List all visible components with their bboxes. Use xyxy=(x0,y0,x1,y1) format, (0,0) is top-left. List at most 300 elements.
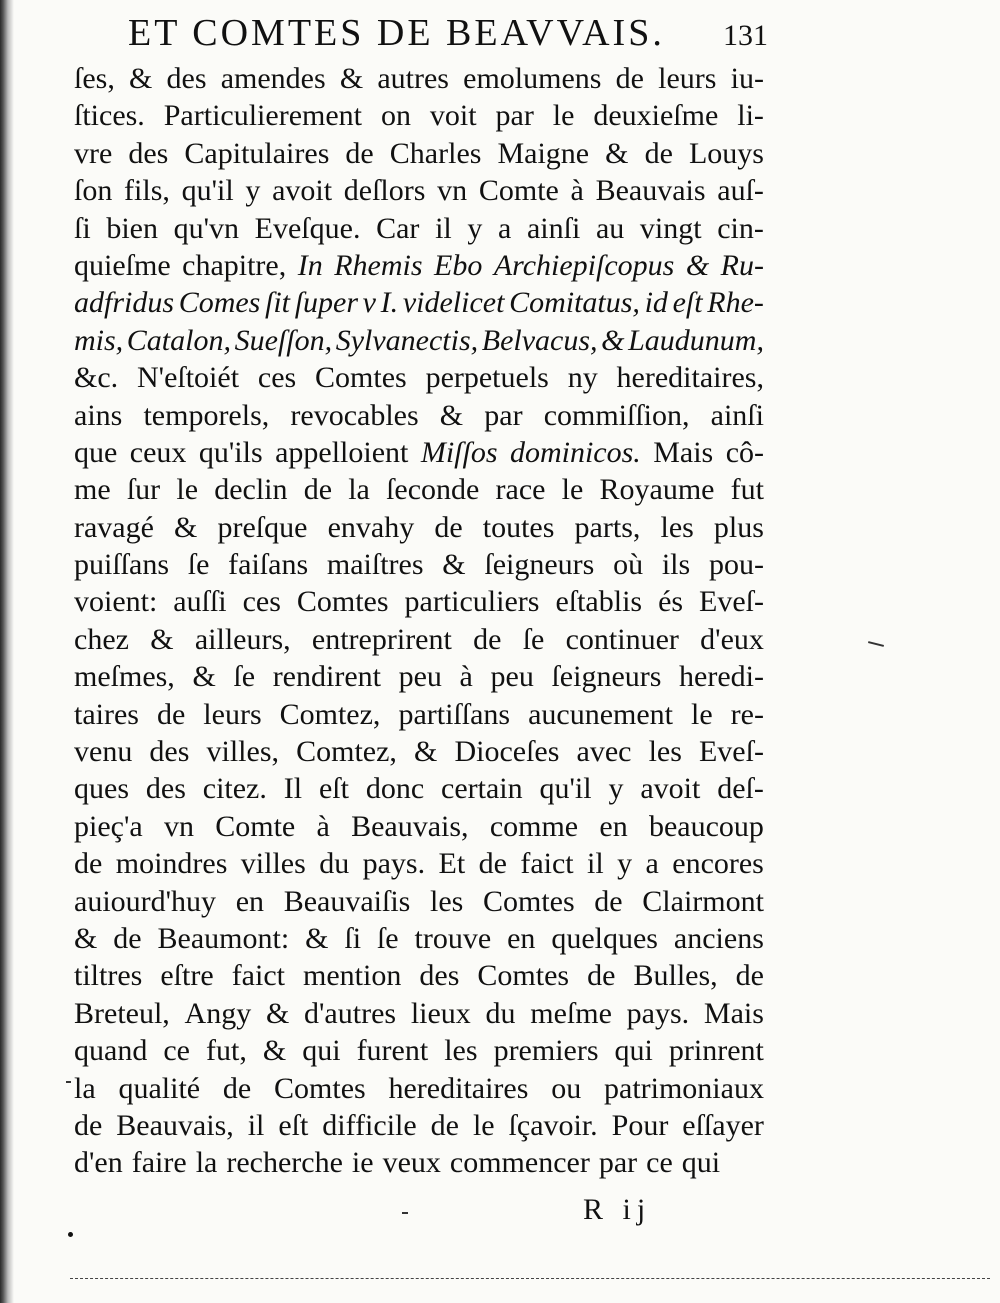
word: par xyxy=(495,99,534,133)
word: eſtre xyxy=(160,959,214,993)
word: Rhemis xyxy=(334,248,423,282)
text-line xyxy=(74,471,764,508)
word: de xyxy=(303,473,333,507)
text-line xyxy=(74,808,764,845)
word: en xyxy=(599,809,628,843)
word: Eveſ- xyxy=(698,735,764,769)
word: eſtablis xyxy=(555,585,643,619)
word: voient: xyxy=(74,585,158,619)
word: rendirent xyxy=(272,660,381,694)
word: de xyxy=(222,1071,252,1105)
word: & xyxy=(192,660,216,694)
word: & xyxy=(442,548,466,582)
word: avoit xyxy=(640,772,701,806)
word: faire xyxy=(131,1146,187,1180)
word: de xyxy=(74,1108,103,1142)
word: peu xyxy=(398,660,442,694)
word: Comtes xyxy=(482,884,575,918)
word: aucunement xyxy=(528,697,674,731)
word: fut, xyxy=(206,1034,247,1068)
word: leurs xyxy=(203,697,262,731)
word: le xyxy=(176,473,199,507)
text-line xyxy=(74,1032,764,1069)
word: Charles xyxy=(389,136,482,170)
word: Comtes xyxy=(296,585,389,619)
word: Mais xyxy=(703,996,764,1030)
word: Car xyxy=(376,211,420,245)
word: qu'ils xyxy=(198,435,263,469)
word: li- xyxy=(737,99,764,133)
page-number: 131 xyxy=(723,19,768,52)
word: recherche xyxy=(226,1146,343,1180)
text-line xyxy=(74,995,764,1032)
word: Comte xyxy=(478,174,559,208)
word: de xyxy=(434,510,463,544)
text-line xyxy=(74,770,764,807)
text-line xyxy=(74,322,764,359)
word: fut xyxy=(730,473,764,507)
word: pieç'a xyxy=(74,809,143,843)
word: iu- xyxy=(730,62,764,95)
word: ces xyxy=(257,361,297,395)
word: v xyxy=(362,286,376,320)
word: les xyxy=(648,735,682,769)
word: de xyxy=(74,847,103,881)
word: meſme xyxy=(530,996,612,1030)
word: ainſi xyxy=(710,398,764,432)
word: Beauvais, xyxy=(351,809,469,843)
word: quieſme xyxy=(74,248,171,282)
word: par xyxy=(484,398,523,432)
word: Sylvanectis, xyxy=(335,323,479,357)
word: venu xyxy=(74,735,133,769)
word: ſeigneurs xyxy=(551,660,662,694)
word: la xyxy=(348,473,370,507)
word: chez xyxy=(74,622,129,656)
word: Comitatus, xyxy=(509,286,640,320)
word: heredi- xyxy=(679,660,764,694)
word: que xyxy=(74,435,118,469)
word: partiſſans xyxy=(398,697,511,731)
word: vn xyxy=(163,809,194,843)
word: Beauvais xyxy=(595,174,706,208)
word: de xyxy=(478,847,507,881)
word: & xyxy=(265,996,290,1030)
word: pou- xyxy=(708,548,764,582)
word: Eveſque. xyxy=(254,211,361,245)
word: patrimoniaux xyxy=(604,1071,764,1105)
text-line xyxy=(74,583,764,620)
word: ſe xyxy=(376,921,399,955)
word: d'autres xyxy=(304,996,397,1030)
word: de xyxy=(594,884,623,918)
text-line xyxy=(74,434,764,471)
margin-mark xyxy=(868,641,884,647)
word: Archiepiſcopus xyxy=(493,248,675,282)
word: ainſi xyxy=(526,211,581,245)
word: ques xyxy=(74,772,129,806)
word: le xyxy=(691,697,713,731)
word: d'en xyxy=(74,1146,123,1180)
word: de xyxy=(587,959,616,993)
word: declin xyxy=(214,473,288,507)
word: Ru- xyxy=(720,248,764,282)
word: de xyxy=(345,136,374,170)
word: du xyxy=(319,847,350,881)
word: perpetuels xyxy=(425,361,549,395)
word: Rhe- xyxy=(707,286,764,320)
word: & xyxy=(605,136,629,170)
word: au xyxy=(595,211,625,245)
word: voit xyxy=(429,99,477,133)
word: le xyxy=(472,1108,495,1142)
word: Comes xyxy=(178,286,261,320)
word: a xyxy=(498,211,512,245)
word: qui xyxy=(681,1146,721,1180)
text-line xyxy=(74,135,764,172)
word: de xyxy=(473,622,502,656)
word: Il xyxy=(283,772,303,806)
word: & xyxy=(601,323,625,357)
word: qualité xyxy=(118,1071,201,1105)
word: eſt xyxy=(318,772,349,806)
word: qui xyxy=(302,1034,341,1068)
word: Laudunum, xyxy=(628,323,764,357)
margin-mark xyxy=(402,1212,408,1214)
word: pays. xyxy=(362,847,426,881)
text-line xyxy=(74,210,764,247)
word: où xyxy=(613,548,644,582)
word: Belvacus, xyxy=(481,323,598,357)
word: Beauvais, xyxy=(116,1108,234,1142)
ink-dot xyxy=(68,1232,73,1237)
word: de xyxy=(735,959,764,993)
word: il xyxy=(247,1108,265,1142)
page-header xyxy=(128,10,768,56)
word: hereditaires, xyxy=(616,361,764,395)
word: és xyxy=(658,585,684,619)
word: I. xyxy=(380,286,399,320)
word: villes xyxy=(240,847,306,881)
word: ſeigneurs xyxy=(484,548,595,582)
word: Breteul, xyxy=(74,996,170,1030)
word: qui xyxy=(614,1034,653,1068)
word: emolumens xyxy=(463,62,602,95)
word: y xyxy=(617,847,633,881)
word: faict xyxy=(231,959,285,993)
word: dominicos. xyxy=(509,435,641,469)
word: & xyxy=(439,398,464,432)
word: comme xyxy=(489,809,579,843)
word: envahy xyxy=(327,510,415,544)
word: ſe xyxy=(522,622,545,656)
word: auiourd'huy xyxy=(74,884,217,918)
word: ſçavoir. xyxy=(508,1108,598,1142)
word: y xyxy=(467,211,483,245)
word: tiltres xyxy=(74,959,143,993)
text-line xyxy=(74,172,764,209)
word: la xyxy=(74,1071,96,1105)
word: fils, xyxy=(124,174,170,208)
word: Comte xyxy=(215,809,296,843)
text-line xyxy=(74,883,764,920)
word: en xyxy=(507,921,536,955)
word: Beauvaiſis xyxy=(283,884,411,918)
word: eſt xyxy=(672,286,703,320)
word: continuer xyxy=(565,622,679,656)
word: videlicet xyxy=(402,286,505,320)
word: de xyxy=(156,697,186,731)
word: taires xyxy=(74,697,139,731)
word: puiſſans xyxy=(74,548,169,582)
word: commiſſion, xyxy=(543,398,690,432)
word: deſ- xyxy=(717,772,764,806)
word: adfridus xyxy=(74,286,175,320)
word: des xyxy=(419,959,460,993)
word: eſt xyxy=(278,1108,309,1142)
word: autres xyxy=(377,62,449,95)
word: à xyxy=(459,660,473,694)
word: ſuper xyxy=(294,286,359,320)
word: il xyxy=(587,847,604,881)
word: In xyxy=(297,248,323,282)
word: ſtices. xyxy=(74,99,145,133)
word: cin- xyxy=(717,211,764,245)
text-line xyxy=(74,397,764,434)
word: & xyxy=(339,62,364,95)
word: chapitre, xyxy=(182,248,287,282)
word: Comtes xyxy=(274,1071,366,1105)
word: & xyxy=(414,735,438,769)
running-title: ET COMTES DE BEAVVAIS. xyxy=(128,12,665,54)
word: parts, xyxy=(574,510,641,544)
word: faiſans xyxy=(228,548,309,582)
word: peu xyxy=(490,660,534,694)
word: Eveſ- xyxy=(699,585,764,619)
word: id xyxy=(644,286,668,320)
text-line xyxy=(74,97,764,134)
text-line xyxy=(74,696,764,733)
text-line xyxy=(74,546,764,583)
word: difficile xyxy=(322,1108,417,1142)
word: Bulles, xyxy=(633,959,718,993)
word: les xyxy=(660,510,694,544)
word: revocables xyxy=(290,398,419,432)
word: encores xyxy=(672,847,764,881)
word: mis, xyxy=(74,323,124,357)
word: des xyxy=(128,136,169,170)
word: Beaumont: xyxy=(157,921,290,955)
word: prinrent xyxy=(668,1034,764,1068)
word: le xyxy=(552,99,575,133)
word: plus xyxy=(713,510,764,544)
word: Capitulaires xyxy=(184,136,330,170)
word: & xyxy=(129,62,153,95)
word: ces xyxy=(242,585,281,619)
word: les xyxy=(429,884,464,918)
word: il xyxy=(435,211,452,245)
word: leurs xyxy=(658,62,717,95)
word: donc xyxy=(365,772,425,806)
word: commencer xyxy=(449,1146,590,1180)
word: ie xyxy=(351,1146,374,1180)
word: & xyxy=(262,1034,287,1068)
word: à xyxy=(316,809,330,843)
text-line xyxy=(74,658,764,695)
word: des xyxy=(149,735,190,769)
word: Comtes xyxy=(315,361,407,395)
word: ils xyxy=(661,548,691,582)
word: Catalon, xyxy=(126,323,231,357)
word: en xyxy=(235,884,265,918)
word: vre xyxy=(74,136,113,170)
text-line xyxy=(74,60,764,97)
word: deuxieſme xyxy=(593,99,719,133)
page-binding-shadow xyxy=(0,0,14,1303)
word: à xyxy=(570,174,584,208)
text-line xyxy=(74,1107,764,1144)
body-text xyxy=(74,60,764,1182)
word: Miſſos xyxy=(420,435,498,469)
word: hereditaires xyxy=(388,1071,529,1105)
word: & xyxy=(305,921,329,955)
word: temporels, xyxy=(143,398,270,432)
word: quand xyxy=(74,1034,148,1068)
word: Comtes xyxy=(477,959,570,993)
word: entreprirent xyxy=(311,622,452,656)
word: les xyxy=(444,1034,478,1068)
word: & xyxy=(150,622,174,656)
word: ſes, xyxy=(74,62,115,95)
word: Pour xyxy=(611,1108,669,1142)
word: pays. xyxy=(626,996,690,1030)
word: Dioceſes xyxy=(454,735,560,769)
word: auſſi xyxy=(173,585,227,619)
word: lieux xyxy=(410,996,471,1030)
word: ſit xyxy=(265,286,291,320)
word: beaucoup xyxy=(648,809,764,843)
word: ce xyxy=(163,1034,190,1068)
word: deſlors xyxy=(343,174,426,208)
word: Sueſſon, xyxy=(234,323,333,357)
word: re- xyxy=(730,697,764,731)
word: faict xyxy=(520,847,574,881)
word: de xyxy=(644,136,673,170)
word: de xyxy=(615,62,644,95)
word: Royaume xyxy=(599,473,715,507)
word: & xyxy=(174,510,198,544)
word: qu'vn xyxy=(173,211,240,245)
word: meſmes, xyxy=(74,660,175,694)
word: & xyxy=(685,248,710,282)
word: ſi xyxy=(344,921,362,955)
word: &c. xyxy=(74,361,119,395)
margin-mark xyxy=(66,1081,71,1083)
text-line xyxy=(74,284,764,321)
word: premiers xyxy=(493,1034,599,1068)
text-line xyxy=(74,1070,764,1107)
word: Comtez, xyxy=(296,735,397,769)
word: Louys xyxy=(688,136,764,170)
word: du xyxy=(485,996,516,1030)
word: vn xyxy=(437,174,468,208)
word: la xyxy=(195,1146,218,1180)
word: auſ- xyxy=(717,174,764,208)
word: de xyxy=(113,921,142,955)
word: mention xyxy=(303,959,402,993)
word: villes, xyxy=(206,735,280,769)
text-line xyxy=(74,359,764,396)
word: on xyxy=(380,99,411,133)
word: moindres xyxy=(115,847,228,881)
text-line xyxy=(74,733,764,770)
page-bottom-edge xyxy=(70,1278,990,1279)
word: particuliers xyxy=(404,585,540,619)
word: & xyxy=(74,921,98,955)
word: y xyxy=(245,174,261,208)
word: ceux xyxy=(129,435,187,469)
word: d'eux xyxy=(700,622,764,656)
word: y xyxy=(608,772,624,806)
word: Angy xyxy=(184,996,252,1030)
word: par xyxy=(598,1146,638,1180)
text-line xyxy=(74,621,764,658)
word: qu'il xyxy=(539,772,592,806)
text-line xyxy=(74,957,764,994)
word: amendes xyxy=(220,62,326,95)
word: Ebo xyxy=(434,248,483,282)
word: avec xyxy=(576,735,632,769)
text-line xyxy=(74,920,764,957)
word: maiſtres xyxy=(326,548,424,582)
text-line xyxy=(74,247,764,284)
word: vingt xyxy=(639,211,702,245)
word: Comtez, xyxy=(279,697,381,731)
text-line xyxy=(74,509,764,546)
signature-mark: R ij xyxy=(583,1193,652,1226)
word: ſe xyxy=(187,548,210,582)
word: de xyxy=(430,1108,459,1142)
text-line xyxy=(74,845,764,882)
word: cô- xyxy=(725,435,764,469)
word: ſeconde xyxy=(386,473,480,507)
word: ravagé xyxy=(74,510,154,544)
word: certain xyxy=(441,772,523,806)
word: Et xyxy=(438,847,466,881)
word: appelloient xyxy=(275,435,409,469)
word: avoit xyxy=(272,174,333,208)
word: Particulierement xyxy=(163,99,363,133)
word: ſur xyxy=(126,473,161,507)
word: ny xyxy=(567,361,598,395)
word: toutes xyxy=(482,510,555,544)
word: ailleurs, xyxy=(194,622,291,656)
word: Clairmont xyxy=(642,884,764,918)
word: me xyxy=(74,473,111,507)
word: ſe xyxy=(233,660,256,694)
word: ſi xyxy=(74,211,91,245)
word: anciens xyxy=(673,921,764,955)
word: race xyxy=(495,473,546,507)
text-line xyxy=(74,1144,764,1181)
word: trouve xyxy=(414,921,492,955)
word: qu'il xyxy=(181,174,234,208)
word: des xyxy=(166,62,207,95)
word: ou xyxy=(551,1071,582,1105)
word: N'eſtoiét xyxy=(137,361,240,395)
word: preſque xyxy=(217,510,308,544)
word: Maigne xyxy=(497,136,590,170)
